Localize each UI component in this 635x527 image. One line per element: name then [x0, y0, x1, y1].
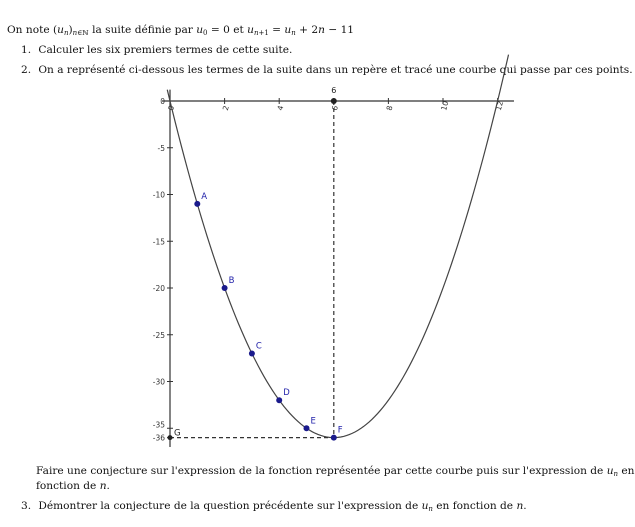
- point-label-a: A: [201, 191, 208, 202]
- point-c: [249, 350, 255, 356]
- y-tick-label: -10: [152, 190, 165, 200]
- point-a: [194, 201, 200, 207]
- conjecture-line-1: Faire une conjecture sur l'expression de la fonction représentée par cette courbe puis sur l'expression de $u_n$ en: [36, 465, 635, 478]
- y-tick-label: -15: [152, 237, 165, 247]
- marker-top-point: [331, 98, 337, 104]
- point-label-c: C: [255, 341, 262, 352]
- x-tick-label: 6: [330, 104, 340, 112]
- x-tick-label: 8: [384, 104, 395, 112]
- point-f: [331, 435, 337, 441]
- point-label-f: F: [337, 425, 343, 436]
- y-tick-label: -25: [152, 330, 165, 340]
- point-g: [168, 435, 173, 440]
- init-formula: $u_0 = 0$: [196, 24, 230, 37]
- question-1: 1. Calculer les six premiers termes de cette suite.: [21, 44, 293, 56]
- y-tick-label: 0: [160, 97, 165, 106]
- sequence-chart: [0, 86, 600, 446]
- x-tick-label: 2: [220, 104, 231, 112]
- var-u: $u_n$: [606, 465, 619, 478]
- y-tick-label: -36: [152, 433, 165, 443]
- question-2: 2. On a représenté ci-dessous les termes de la suite dans un repère et tracé une courbe qui passe par ces points.: [21, 64, 633, 76]
- recurrence-formula: $u_{n+1} = u_n + 2n - 11$: [247, 24, 355, 37]
- y-tick-label: -35: [152, 420, 165, 430]
- marker-top-label: 6: [331, 86, 337, 95]
- point-label-d: D: [283, 388, 290, 399]
- y-tick-label: -5: [157, 143, 165, 153]
- x-tick-label: 4: [275, 104, 286, 112]
- point-label-g: G: [174, 428, 181, 439]
- intro-sentence: On note $(u_n)_{n\in ℕ}$ la suite définie par $u_0 = 0$ et $u_{n+1} = u_n + 2n - 11$: [7, 24, 355, 37]
- question-3: 3. Démontrer la conjecture de la question précédente sur l'expression de $u_n$ en fonction de n.: [21, 500, 527, 513]
- sequence-notation: $(u_n)_{n\in ℕ}$: [52, 24, 89, 37]
- point-label-e: E: [310, 416, 316, 427]
- y-tick-label: -20: [152, 284, 165, 293]
- point-b: [222, 285, 228, 291]
- var-u: $u_n$: [421, 500, 433, 513]
- conjecture-line-2: fonction de n.: [36, 480, 110, 492]
- x-tick-label: 10: [439, 99, 451, 112]
- point-label-b: B: [228, 276, 235, 286]
- point-e: [304, 425, 310, 431]
- point-d: [276, 397, 282, 403]
- x-tick-label: 0: [166, 104, 177, 112]
- y-tick-label: -30: [152, 377, 165, 387]
- x-tick-label: 12: [493, 99, 506, 112]
